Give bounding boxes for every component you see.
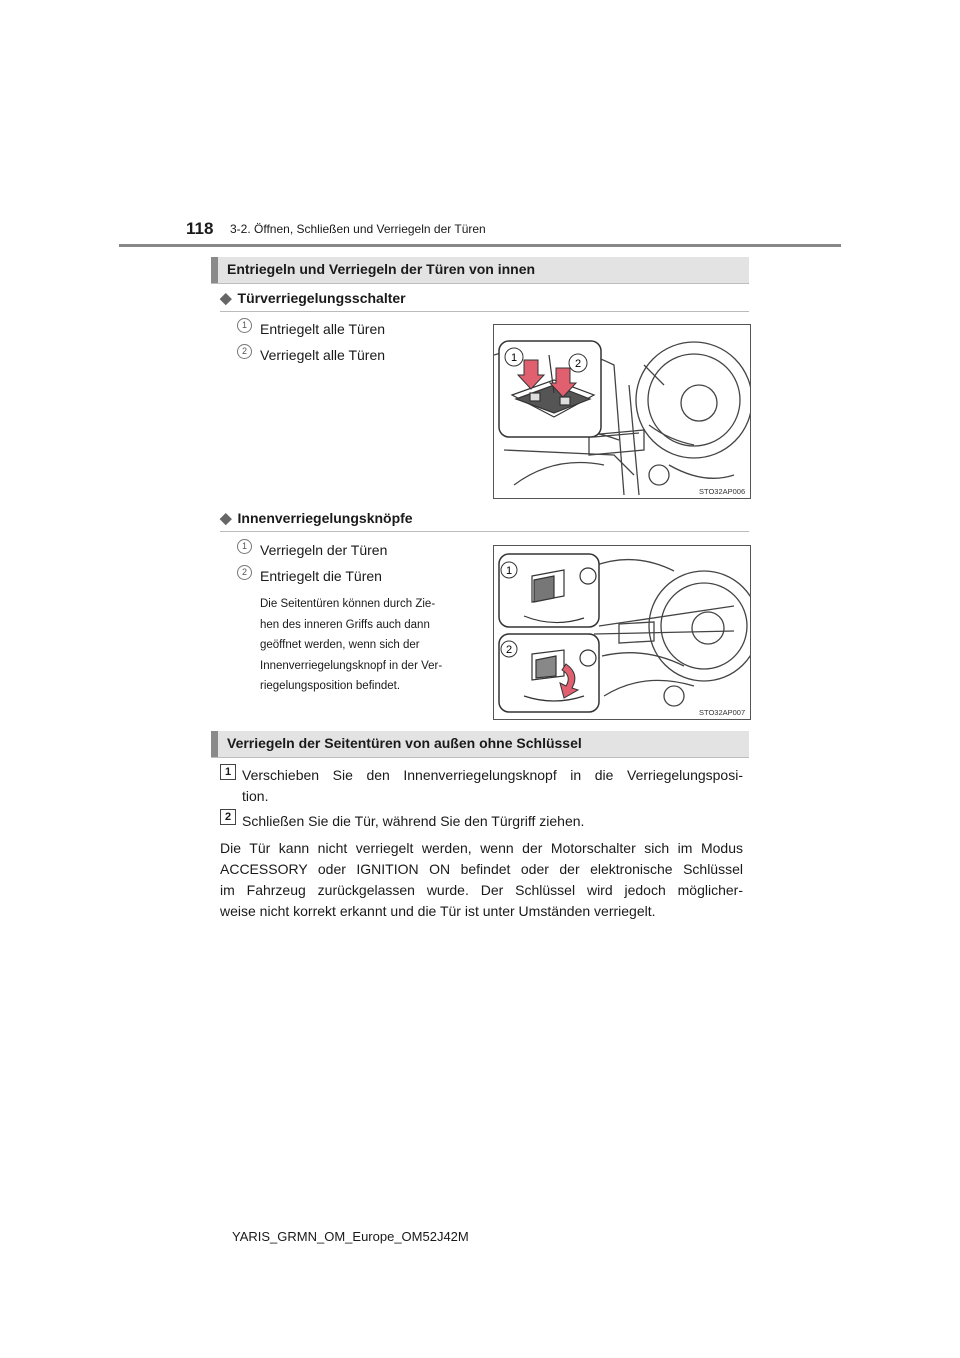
subsection-title: Innenverriegelungsknöpfe [237,510,413,526]
paragraph-line: weise nicht korrekt erkannt und die Tür ist unter Umständen verriegelt. [220,903,656,919]
item-text-lock-doors: Verriegeln der Türen [260,542,388,558]
step-line: tion. [242,788,269,804]
page-number: 118 [186,219,214,238]
figure-code: STO32AP007 [699,708,746,717]
header-divider [119,244,841,247]
diamond-bullet-icon: ◆ [220,290,232,307]
note-line: Innenverriegelungsknopf in der Ver- [260,659,443,672]
section-heading-unlock-lock-inside [211,257,749,284]
section-heading-lock-outside-without-key [211,731,749,758]
step-line: Verschieben Sie den Innenverriegelungsknopf in die Verriegelungsposi- [242,767,743,783]
figure-callout-1: 1 [505,565,513,577]
diamond-bullet-icon: ◆ [220,510,232,527]
item-number-1: 1 [237,539,252,554]
paragraph-line: Die Tür kann nicht verriegelt werden, wenn der Motorschalter sich im Modus [220,840,743,856]
figure-door-lock-switch [493,324,751,499]
note-line: Die Seitentüren können durch Zie- [260,598,436,610]
note-line: geöffnet werden, wenn sich der [260,639,420,651]
subsection-title: Türverriegelungsschalter [237,290,406,306]
subsection-divider [220,311,749,312]
step-text-1 [242,765,743,807]
chapter-title: 3-2. Öffnen, Schließen und Verriegeln der Türen [230,222,486,236]
figure-callout-2: 2 [574,358,582,370]
item-text-lock-all: Verriegelt alle Türen [260,347,386,363]
document-id-footer: YARIS_GRMN_OM_Europe_OM52J42M [232,1229,469,1244]
figure-inside-lock-buttons [493,545,751,720]
step-text-2 [242,811,743,832]
door-lock-switch-illustration [494,325,750,498]
section-title: Verriegeln der Seitentüren von außen ohne Schlüssel [227,735,582,751]
item-text-unlock-all: Entriegelt alle Türen [260,321,386,337]
paragraph-line: im Fahrzeug zurückgelassen wurde. Der Schlüssel wird jedoch möglicher- [220,882,743,898]
step-number-2: 2 [220,809,236,825]
subsection-divider [220,531,749,532]
paragraph-line: ACCESSORY oder IGNITION ON befindet oder der elektronische Schlüssel [220,861,743,877]
note-line: hen des inneren Griffs auch dann [260,618,430,631]
item-text-unlock-doors: Entriegelt die Türen [260,568,382,584]
item-number-1: 1 [237,318,252,333]
item-number-2: 2 [237,565,252,580]
section-title: Entriegeln und Verriegeln der Türen von innen [227,261,536,277]
figure-code: STO32AP006 [699,487,746,496]
section-accent [211,731,218,757]
section-accent [211,257,218,283]
figure-callout-2: 2 [505,644,513,656]
note-paragraph [260,594,478,697]
info-paragraph [220,838,743,922]
step-line: Schließen Sie die Tür, während Sie den Türgriff ziehen. [242,813,585,829]
subsection-heading-door-lock-switch [220,289,406,307]
subsection-heading-inside-lock-buttons [220,509,413,527]
inside-lock-buttons-illustration [494,546,750,719]
note-line: riegelungsposition befindet. [260,680,401,692]
item-number-2: 2 [237,344,252,359]
step-number-1: 1 [220,764,236,780]
figure-callout-1: 1 [510,352,518,364]
